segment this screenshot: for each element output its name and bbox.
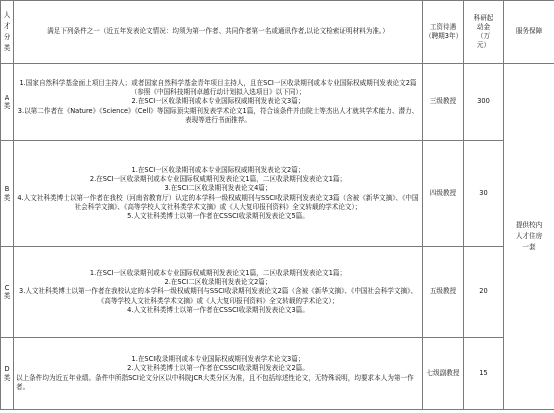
condition-line: 2.在SCI二区收录期刊发表论文2篇；	[164, 278, 272, 287]
condition-line: 1.国家自然科学基金面上项目主持人；或者国家自然科学基金青年项目主持人，且在SCI一区收录期刊或本专业国际权威期刊发表论文2篇（参照《中国科技期刊卓越行动计划拟入选项目》以下同）；	[19, 79, 417, 97]
service-cell: 提供校内 人才住房 一套	[504, 64, 554, 410]
conditions-c	[14, 247, 423, 338]
table-header-row	[1, 1, 554, 64]
salary-b: 四级教授	[423, 141, 464, 247]
conditions-b	[14, 141, 423, 247]
condition-line: 2.人文社科类博士以第一作者在CSSCI收录期刊发表论文2篇。	[127, 364, 309, 373]
condition-line: 2.在SCI一区收录期刊或本专业国际权威期刊发表论文1篇，二区收录期刊发表论文1篇；	[89, 175, 347, 184]
header-salary: 工资待遇（聘期3年）	[423, 1, 464, 64]
salary-d: 七级副教授	[423, 338, 464, 410]
condition-line: 3.人文社科类博士以第一作者在我校认定的本学科一级权威期刊与SSCI收录期刊发表论文2篇（含被《新华文摘》、《中国社会科学文摘》、《高等学校人文社科类学术文摘》或《人大复印报刊资料》全文转载的学术论文）；	[19, 287, 417, 305]
table-row-c	[1, 247, 554, 338]
condition-line: 3.以第二作者在《Nature》《Science》《Cell》等国际顶尖期刊发表学术论文1篇，符合该条件并由院士等杰出人才就其学术能力、潜力、表现等进行书面推荐。	[17, 106, 419, 124]
condition-line: 3.在SCI二区收录期刊发表论文4篇；	[164, 184, 272, 193]
funding-d: 15	[464, 338, 504, 410]
condition-line: 4.人文社科类博士以第一作者在我校（河南省教育厅）认定的本学科一级权威期刊与SSCI收录期刊发表论文3篇（含被《新华文摘》、《中国社会科学文摘》、《高等学校人文社科类学术文摘》或《人大复印报刊资料》全文转载的学术论文）；	[17, 193, 419, 211]
header-service: 服务保障	[504, 1, 554, 64]
condition-line: 5.人文社科类博士以第一作者在CSSCI收录期刊发表论文5篇。	[127, 211, 309, 220]
category-label-a: A 类	[1, 64, 14, 141]
category-label-c: C 类	[1, 247, 14, 338]
salary-c: 五级教授	[423, 247, 464, 338]
category-label-d: D 类	[1, 338, 14, 410]
condition-line: 1.在SCI一区收录期刊或本专业国际权威期刊发表论文2篇；	[131, 166, 305, 175]
header-funding: 科研起 动金 （万 元）	[464, 1, 504, 64]
header-category: 人 才 分 类	[1, 1, 14, 64]
condition-note: 以上条件均为近五年业绩。条件中所指SCI论文分区以中科院JCR大类分区为准，且不包括综述性论文，无特殊说明，均要求本人为第一作者。	[16, 373, 414, 391]
conditions-a	[14, 64, 423, 141]
header-conditions: 满足下列条件之一（近五年发表论文情况：均须为第一作者、共同作者第一名或通讯作者,以论文检索证明材料为准。）	[14, 1, 423, 64]
condition-line: 1.在SCI收录期刊或本专业国际权威期刊发表学术论文3篇；	[131, 355, 305, 364]
table-row-b	[1, 141, 554, 247]
condition-line: 1.在SCI一区收录期刊或本专业国际权威期刊发表论文1篇，二区收录期刊发表论文1篇；	[89, 269, 347, 278]
funding-c: 20	[464, 247, 504, 338]
salary-a: 三级教授	[423, 64, 464, 141]
funding-a: 300	[464, 64, 504, 141]
condition-line: 2.在SCI一区收录期刊或本专业国际权威期刊发表论文3篇；	[131, 97, 305, 106]
category-label-b: B 类	[1, 141, 14, 247]
table-row-d	[1, 338, 554, 410]
conditions-d	[14, 338, 423, 410]
funding-b: 30	[464, 141, 504, 247]
condition-line: 4.人文社科类博士以第一作者在CSSCI收录期刊发表论文3篇。	[127, 305, 309, 314]
table-row-a	[1, 64, 554, 141]
